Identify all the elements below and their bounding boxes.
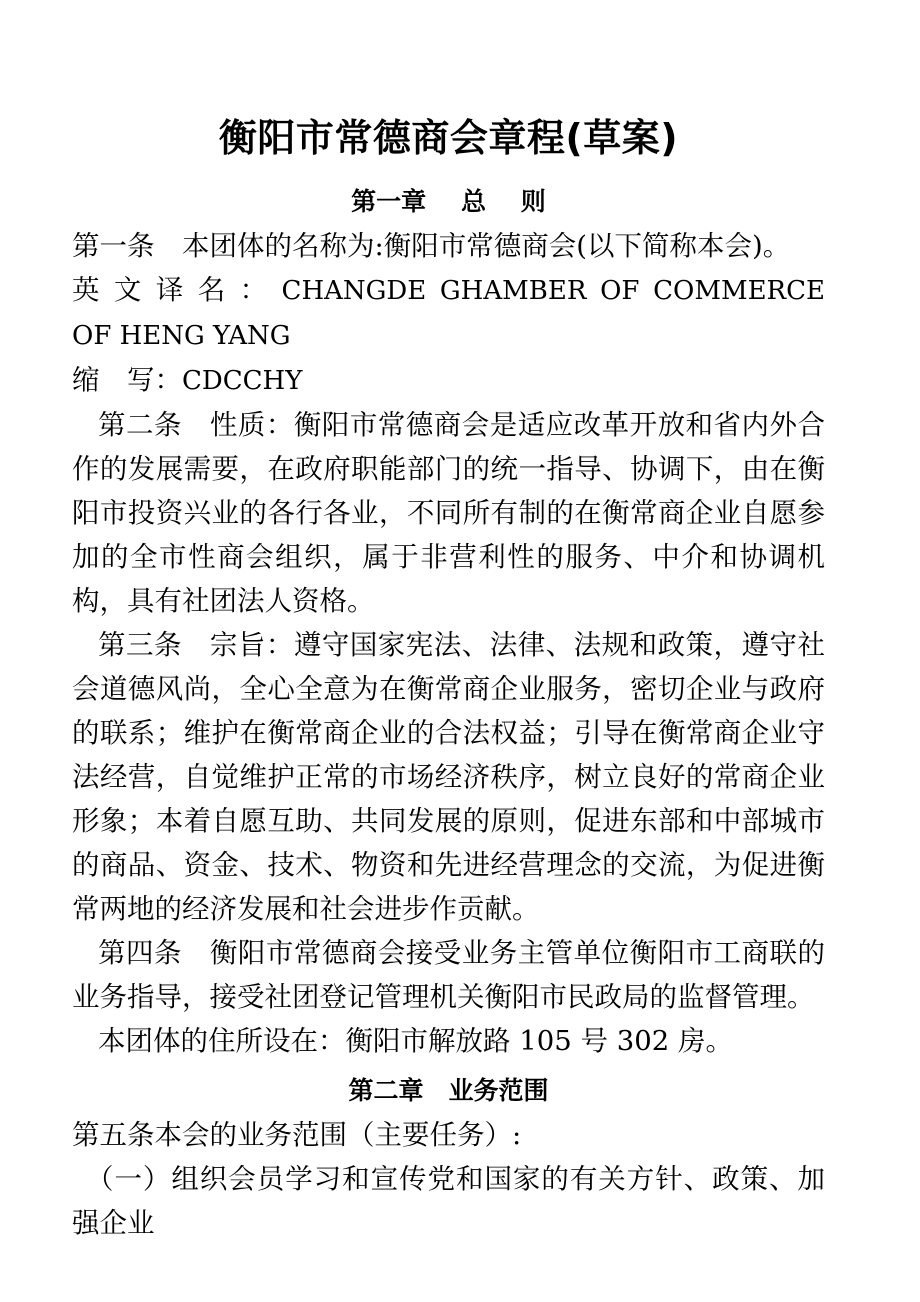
english-name-label: 英文译名： [72, 273, 282, 306]
article-1-text: 第一条 本团体的名称为:衡阳市常德商会(以下简称本会)。 [72, 229, 791, 262]
abbreviation-line [72, 358, 825, 403]
article-5-item-1: （一）组织会员学习和宣传党和国家的有关方针、政策、加强企业 [72, 1162, 825, 1239]
address-text: 本团体的住所设在：衡阳市解放路 105 号 302 房。 [98, 1024, 733, 1057]
page-title: 衡阳市常德商会章程(草案) [218, 116, 679, 160]
document-content [72, 0, 834, 1245]
english-name-value: CHANGDE GHAMBER OF COMMERCE OF HENG YANG [72, 275, 834, 351]
abbreviation-value: CDCCHY [182, 365, 303, 396]
english-name-line [72, 268, 834, 358]
article-5-text: 第五条本会的业务范围（主要任务）: [72, 1118, 522, 1151]
chapter-heading-2: 第二章 业务范围 [348, 1075, 549, 1105]
article-3-text: 第三条 宗旨：遵守国家宪法、法律、法规和政策，遵守社会道德风尚，全心全意为在衡常商企业服务，密切企业与政府的联系；维护在衡常商企业的合法权益；引导在衡常商企业守法经营，自觉维护正常的市场经济秩序，树立良好的常商企业形象；本着自愿互助、共同发展的原则，促进东部和中部城市的商品、资金、技术、物资和先进经营理念的交流，为促进衡常两地的经济发展和社会进步作贡献。 [72, 628, 825, 925]
article-2-text: 第二条 性质：衡阳市常德商会是适应改革开放和省内外合作的发展需要，在政府职能部门的统一指导、协调下，由在衡阳市投资兴业的各行各业，不同所有制的在衡常商企业自愿参加的全市性商会组织，属于非营利性的服务、中介和协调机构，具有社团法人资格。 [72, 408, 825, 617]
chapter-heading-1: 第一章 总 则 [351, 186, 546, 216]
article-4-text: 第四条 衡阳市常德商会接受业务主管单位衡阳市工商联的业务指导，接受社团登记管理机关衡阳市民政局的监督管理。 [72, 936, 825, 1013]
abbreviation-label: 缩 写： [72, 363, 182, 396]
